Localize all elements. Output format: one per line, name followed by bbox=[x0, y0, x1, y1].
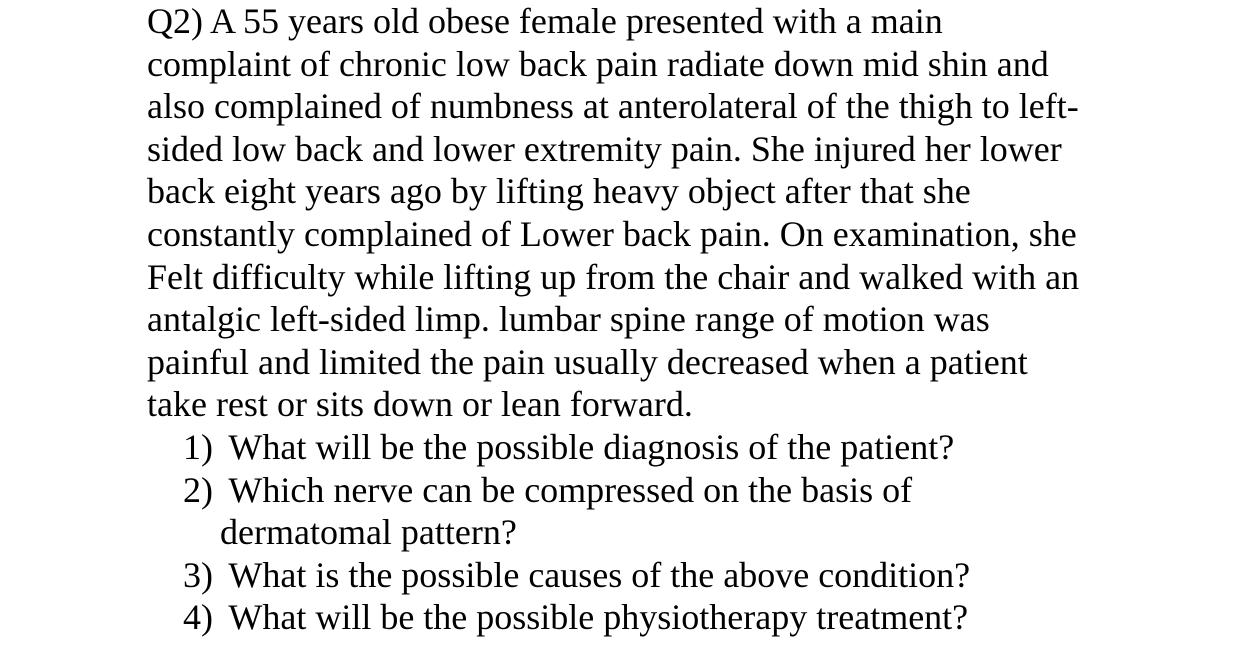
sub-question-text: What will be the possible physiotherapy treatment? bbox=[228, 597, 969, 638]
sub-question-number: 4) bbox=[183, 597, 213, 638]
paragraph-line: complaint of chronic low back pain radiate down mid shin and bbox=[147, 43, 1049, 84]
sub-question-text: What is the possible causes of the above condition? bbox=[228, 554, 971, 595]
paragraph-line: also complained of numbness at anterolateral of the thigh to left- bbox=[147, 86, 1079, 127]
paragraph-line: constantly complained of Lower back pain. On examination, she bbox=[147, 214, 1077, 254]
sub-question-number: 1) bbox=[183, 427, 213, 467]
paragraph-line: painful and limited the pain usually decreased when a patient bbox=[147, 341, 1028, 382]
sub-question-3 bbox=[183, 554, 970, 597]
paragraph-line: sided low back and lower extremity pain. She injured her lower bbox=[147, 128, 1062, 169]
sub-question-4 bbox=[183, 596, 968, 639]
sub-question-number: 2) bbox=[183, 469, 213, 510]
sub-question-number: 3) bbox=[183, 554, 213, 595]
sub-question-1 bbox=[183, 426, 954, 469]
paragraph-line: Felt difficulty while lifting up from the chair and walked with an bbox=[147, 256, 1080, 297]
sub-question-text: What will be the possible diagnosis of the patient? bbox=[228, 427, 955, 467]
paragraph-line: Q2) A 55 years old obese female presented with a main bbox=[147, 1, 943, 41]
paragraph-line: back eight years ago by lifting heavy object after that she bbox=[147, 171, 971, 212]
sub-question-text: Which nerve can be compressed on the basis of bbox=[228, 469, 913, 510]
paragraph-line: antalgic left-sided limp. lumbar spine range of motion was bbox=[147, 299, 990, 340]
paragraph-line: take rest or sits down or lean forward. bbox=[147, 384, 693, 425]
sub-question-2 bbox=[183, 469, 912, 512]
sub-question-2-continuation: dermatomal pattern? bbox=[220, 512, 517, 553]
